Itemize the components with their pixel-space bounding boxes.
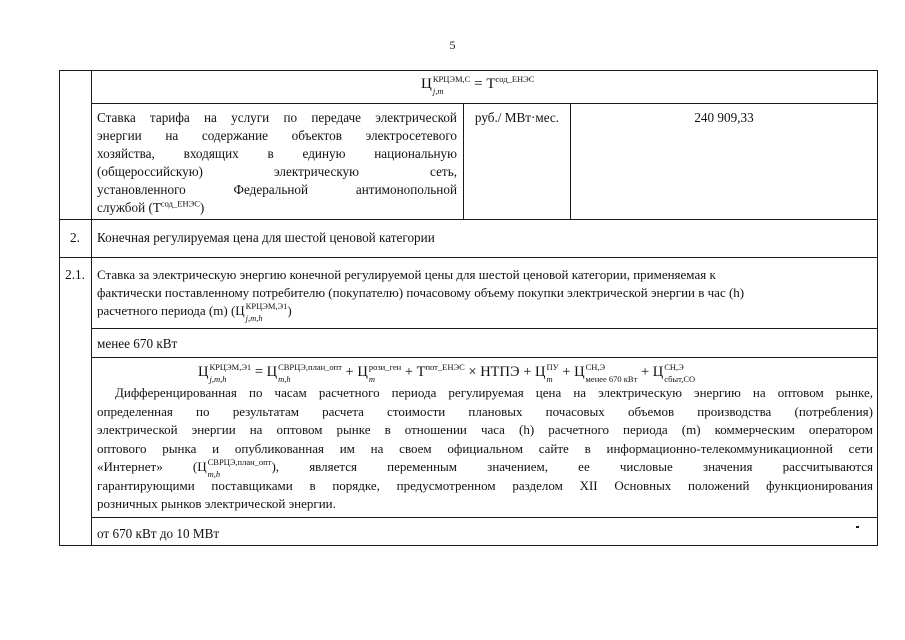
description-paragraph: Дифференцированная по часам расчетного периода регулируемая цена на электрическую энергию на оптовом рынке, определенная по результатам расчета стоимости плановых почасовых объемов производства (потребления) электрической энергии на оптовом рынке в отношении часа (h) расчетного периода (m) коммерческим оператором оптового рынка и опубликованная им на своем официальном сайте в информационно-телекоммуникационной сети «Интернет» (Ц СВРЦЭ,план_опт m,h ), является переменным значением, ее числовые значения рассчитываются гарантирующими поставщиками в порядке, предусмотренном разделом XII Основных положений функционирования розничных рынков электрической энергии.: [97, 385, 874, 511]
section-number: 2.1.: [65, 267, 85, 282]
table-border-top: [59, 70, 878, 71]
column-divider: [463, 103, 464, 219]
section-description: Ставка за электрическую энергию конечной регулируемой цены для шестой ценовой категории, применяемая к фактически поставленному потребителю (покупателю) почасовому объему покупки электрической энергии в час (h) расчетного периода (m) (Ц КРЦЭМ,Э1 j,m,h ): [97, 267, 745, 324]
table-border-right: [877, 70, 878, 546]
category-670-10mw: от 670 кВт до 10 МВт: [97, 526, 220, 541]
rate-unit: руб./ МВт·мес.: [474, 110, 560, 125]
row-divider: [91, 357, 878, 358]
scan-speck: [856, 526, 859, 528]
category-less-670: менее 670 кВт: [97, 336, 178, 351]
formula-main: Ц КРЦЭМ,Э1 j,m,h = Ц СВРЦЭ,план_опт m,h + Ц рози_ген m + $Т^{пот\_ЕНЭС}$ × НТПЭ + Ц ПУ m + Ц СН,Э менее 670 кВт + Ц СН,Э сбыт,СО: [198, 361, 696, 384]
section-number: 2.: [70, 230, 80, 245]
column-divider: [91, 70, 92, 546]
table-border-left: [59, 70, 60, 546]
row-divider: [59, 257, 878, 258]
formula-top: Ц КРЦЭМ,С j,m = $Т^{сод\_ЕНЭС}$: [421, 73, 535, 96]
row-divider: [59, 219, 878, 220]
row-divider: [91, 103, 878, 104]
rate-description: Ставка тарифа на услуги по передаче электрической энергии на содержание объектов электросетевого хозяйства, входящих в единую национальную (общероссийскую) электрическую сеть, установленного Федеральной антимонопольной службой $(Т^{сод\_ЕНЭС})$: [97, 110, 457, 215]
page-number: 5: [449, 38, 456, 52]
rate-value: 240 909,33: [694, 110, 754, 125]
row-divider: [91, 517, 878, 518]
tariff-table: [59, 70, 878, 546]
table-border-bottom: [59, 545, 878, 546]
section-title: Конечная регулируемая цена для шестой ценовой категории: [97, 230, 435, 245]
row-divider: [91, 328, 878, 329]
